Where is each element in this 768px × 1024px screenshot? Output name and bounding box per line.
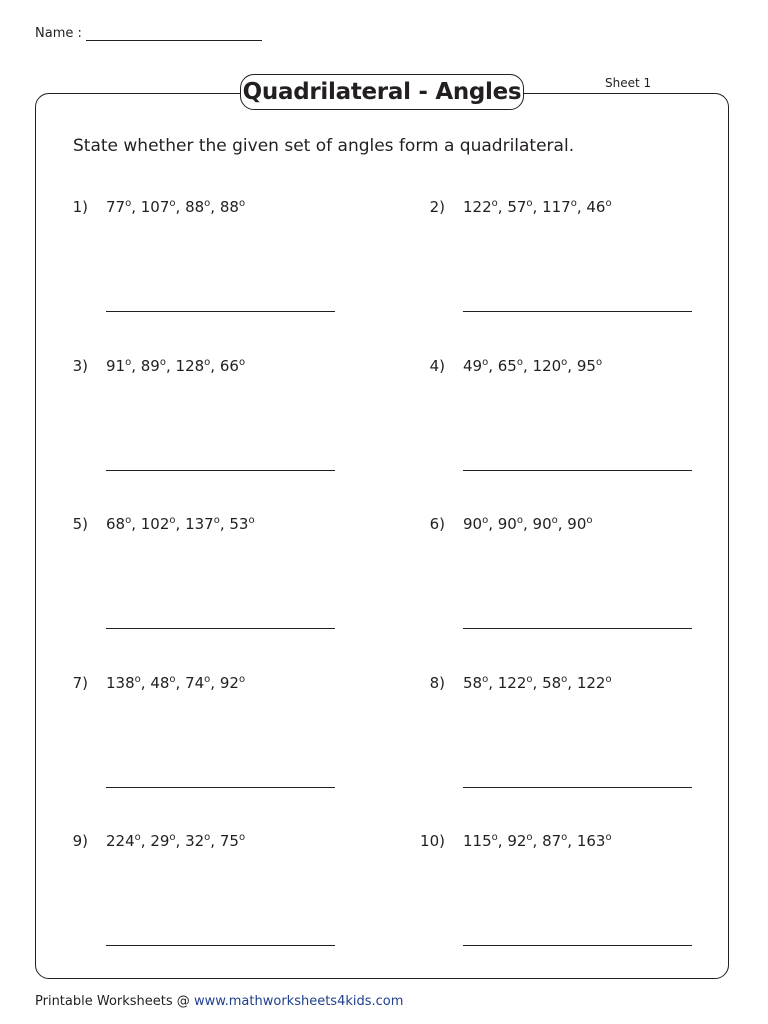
problem-item [72, 198, 246, 216]
angle-value: 92$^o$ [507, 832, 533, 850]
angle-value: 58$^o$ [542, 673, 568, 692]
angle-value: 46$^o$ [586, 198, 612, 216]
problem-number: 7) [72, 673, 88, 692]
instruction-text: State whether the given set of angles form a quadrilateral. [73, 136, 575, 156]
problem-number: 9) [72, 832, 88, 850]
answer-line[interactable] [463, 470, 692, 471]
footer-prefix: Printable Worksheets @ [35, 994, 194, 1009]
angle-value: 58$^o$ [463, 673, 489, 692]
angle-value: 49$^o$ [463, 356, 489, 375]
degree-symbol: o [125, 198, 132, 209]
degree-symbol: o [516, 356, 523, 368]
footer [35, 994, 403, 1009]
angle-value: 138$^o$ [106, 673, 141, 692]
footer-link[interactable]: www.mathworksheets4kids.com [193, 994, 404, 1009]
degree-symbol: o [248, 515, 255, 526]
angle-set: 90$^o$, 90$^o$, 90$^o$, 90$^o$ [463, 515, 593, 533]
degree-symbol: o [561, 832, 568, 843]
degree-symbol: o [159, 356, 166, 368]
degree-symbol: o [526, 673, 533, 685]
angle-value: 89$^o$ [140, 356, 166, 375]
problem-item [72, 356, 246, 375]
angle-value: 53$^o$ [229, 515, 255, 533]
angle-set: 115$^o$, 92$^o$, 87$^o$, 163$^o$ [463, 832, 612, 850]
angle-value: 88$^o$ [185, 198, 211, 216]
angle-value: 66$^o$ [219, 356, 246, 375]
degree-symbol: o [526, 198, 533, 209]
angle-set: 138$^o$, 48$^o$, 74$^o$, 92$^o$ [106, 673, 246, 692]
worksheet-title: Quadrilateral - Angles [240, 74, 524, 110]
angle-value: 65$^o$ [497, 356, 523, 375]
angle-set: 49$^o$, 65$^o$, 120$^o$, 95$^o$ [463, 356, 603, 375]
angle-value: 122$^o$ [497, 673, 533, 692]
angle-value: 29$^o$ [150, 832, 176, 850]
angle-value: 48$^o$ [150, 673, 176, 692]
problem-item [429, 198, 612, 216]
sheet-number: Sheet 1 [605, 76, 652, 90]
degree-symbol: o [595, 356, 603, 368]
angle-set: 122$^o$, 57$^o$, 117$^o$, 46$^o$ [463, 198, 612, 216]
degree-symbol: o [238, 198, 246, 209]
angle-value: 57$^o$ [507, 198, 533, 216]
problem-number: 4) [429, 356, 445, 375]
angle-value: 92$^o$ [219, 673, 246, 692]
degree-symbol: o [586, 515, 593, 526]
degree-symbol: o [561, 673, 568, 685]
angle-value: 90$^o$ [567, 515, 593, 533]
degree-symbol: o [238, 673, 246, 685]
angle-value: 224$^o$ [106, 832, 141, 850]
angle-value: 87$^o$ [542, 832, 568, 850]
degree-symbol: o [204, 832, 211, 843]
angle-value: 74$^o$ [185, 673, 211, 692]
name-label: Name : [35, 26, 82, 41]
problem-item [429, 515, 593, 533]
problem-item [420, 832, 612, 850]
angle-value: 91$^o$ [106, 356, 132, 375]
angle-value: 77$^o$ [106, 198, 132, 216]
angle-value: 137$^o$ [185, 515, 220, 533]
degree-symbol: o [169, 515, 176, 526]
degree-symbol: o [526, 832, 533, 843]
degree-symbol: o [482, 515, 489, 526]
angle-set: 68$^o$, 102$^o$, 137$^o$, 53$^o$ [106, 515, 255, 533]
angle-set: 224$^o$, 29$^o$, 32$^o$, 75$^o$ [106, 832, 246, 850]
name-field-row [35, 24, 262, 41]
angle-value: 122$^o$ [576, 673, 612, 692]
degree-symbol: o [134, 832, 141, 843]
problem-number: 2) [429, 198, 445, 216]
angle-value: 107$^o$ [140, 198, 176, 216]
name-input-line[interactable] [86, 24, 262, 41]
problem-number: 3) [72, 356, 88, 375]
degree-symbol: o [204, 356, 211, 368]
degree-symbol: o [561, 356, 568, 368]
problem-number: 1) [72, 198, 88, 216]
problem-item [72, 515, 255, 533]
answer-line[interactable] [106, 470, 335, 471]
degree-symbol: o [491, 198, 498, 209]
angle-value: 88$^o$ [219, 198, 246, 216]
angle-set: 91$^o$, 89$^o$, 128$^o$, 66$^o$ [106, 356, 246, 375]
angle-value: 115$^o$ [463, 832, 498, 850]
degree-symbol: o [605, 673, 612, 685]
degree-symbol: o [213, 515, 220, 526]
answer-line[interactable] [463, 311, 692, 312]
angle-value: 95$^o$ [576, 356, 603, 375]
answer-line[interactable] [463, 628, 692, 629]
degree-symbol: o [491, 832, 498, 843]
problem-number: 6) [429, 515, 445, 533]
degree-symbol: o [134, 673, 141, 685]
angle-value: 102$^o$ [140, 515, 176, 533]
angle-set: 77$^o$, 107$^o$, 88$^o$, 88$^o$ [106, 198, 246, 216]
problem-number: 10) [420, 832, 445, 850]
degree-symbol: o [551, 515, 558, 526]
degree-symbol: o [125, 356, 132, 368]
problem-item [429, 673, 612, 692]
problem-item [429, 356, 603, 375]
answer-line[interactable] [106, 945, 335, 946]
angle-value: 163$^o$ [576, 832, 612, 850]
angle-set: 58$^o$, 122$^o$, 58$^o$, 122$^o$ [463, 673, 612, 692]
answer-line[interactable] [106, 628, 335, 629]
degree-symbol: o [570, 198, 577, 209]
problem-number: 8) [429, 673, 445, 692]
degree-symbol: o [605, 832, 612, 843]
angle-value: 32$^o$ [185, 832, 211, 850]
degree-symbol: o [169, 832, 176, 843]
degree-symbol: o [238, 356, 246, 368]
angle-value: 120$^o$ [532, 356, 568, 375]
degree-symbol: o [125, 515, 132, 526]
answer-line[interactable] [106, 787, 335, 788]
problem-item [72, 673, 246, 692]
degree-symbol: o [516, 515, 523, 526]
degree-symbol: o [605, 198, 612, 209]
angle-value: 90$^o$ [532, 515, 558, 533]
problem-number: 5) [72, 515, 88, 533]
answer-line[interactable] [463, 945, 692, 946]
angle-value: 128$^o$ [175, 356, 211, 375]
degree-symbol: o [482, 673, 489, 685]
degree-symbol: o [204, 673, 211, 685]
degree-symbol: o [169, 673, 176, 685]
angle-value: 75$^o$ [219, 832, 246, 850]
degree-symbol: o [238, 832, 246, 843]
degree-symbol: o [482, 356, 489, 368]
degree-symbol: o [204, 198, 211, 209]
angle-value: 122$^o$ [463, 198, 498, 216]
angle-value: 90$^o$ [463, 515, 489, 533]
answer-line[interactable] [106, 311, 335, 312]
answer-line[interactable] [463, 787, 692, 788]
angle-value: 90$^o$ [497, 515, 523, 533]
problem-item [72, 832, 246, 850]
angle-value: 68$^o$ [106, 515, 132, 533]
degree-symbol: o [169, 198, 176, 209]
angle-value: 117$^o$ [542, 198, 577, 216]
